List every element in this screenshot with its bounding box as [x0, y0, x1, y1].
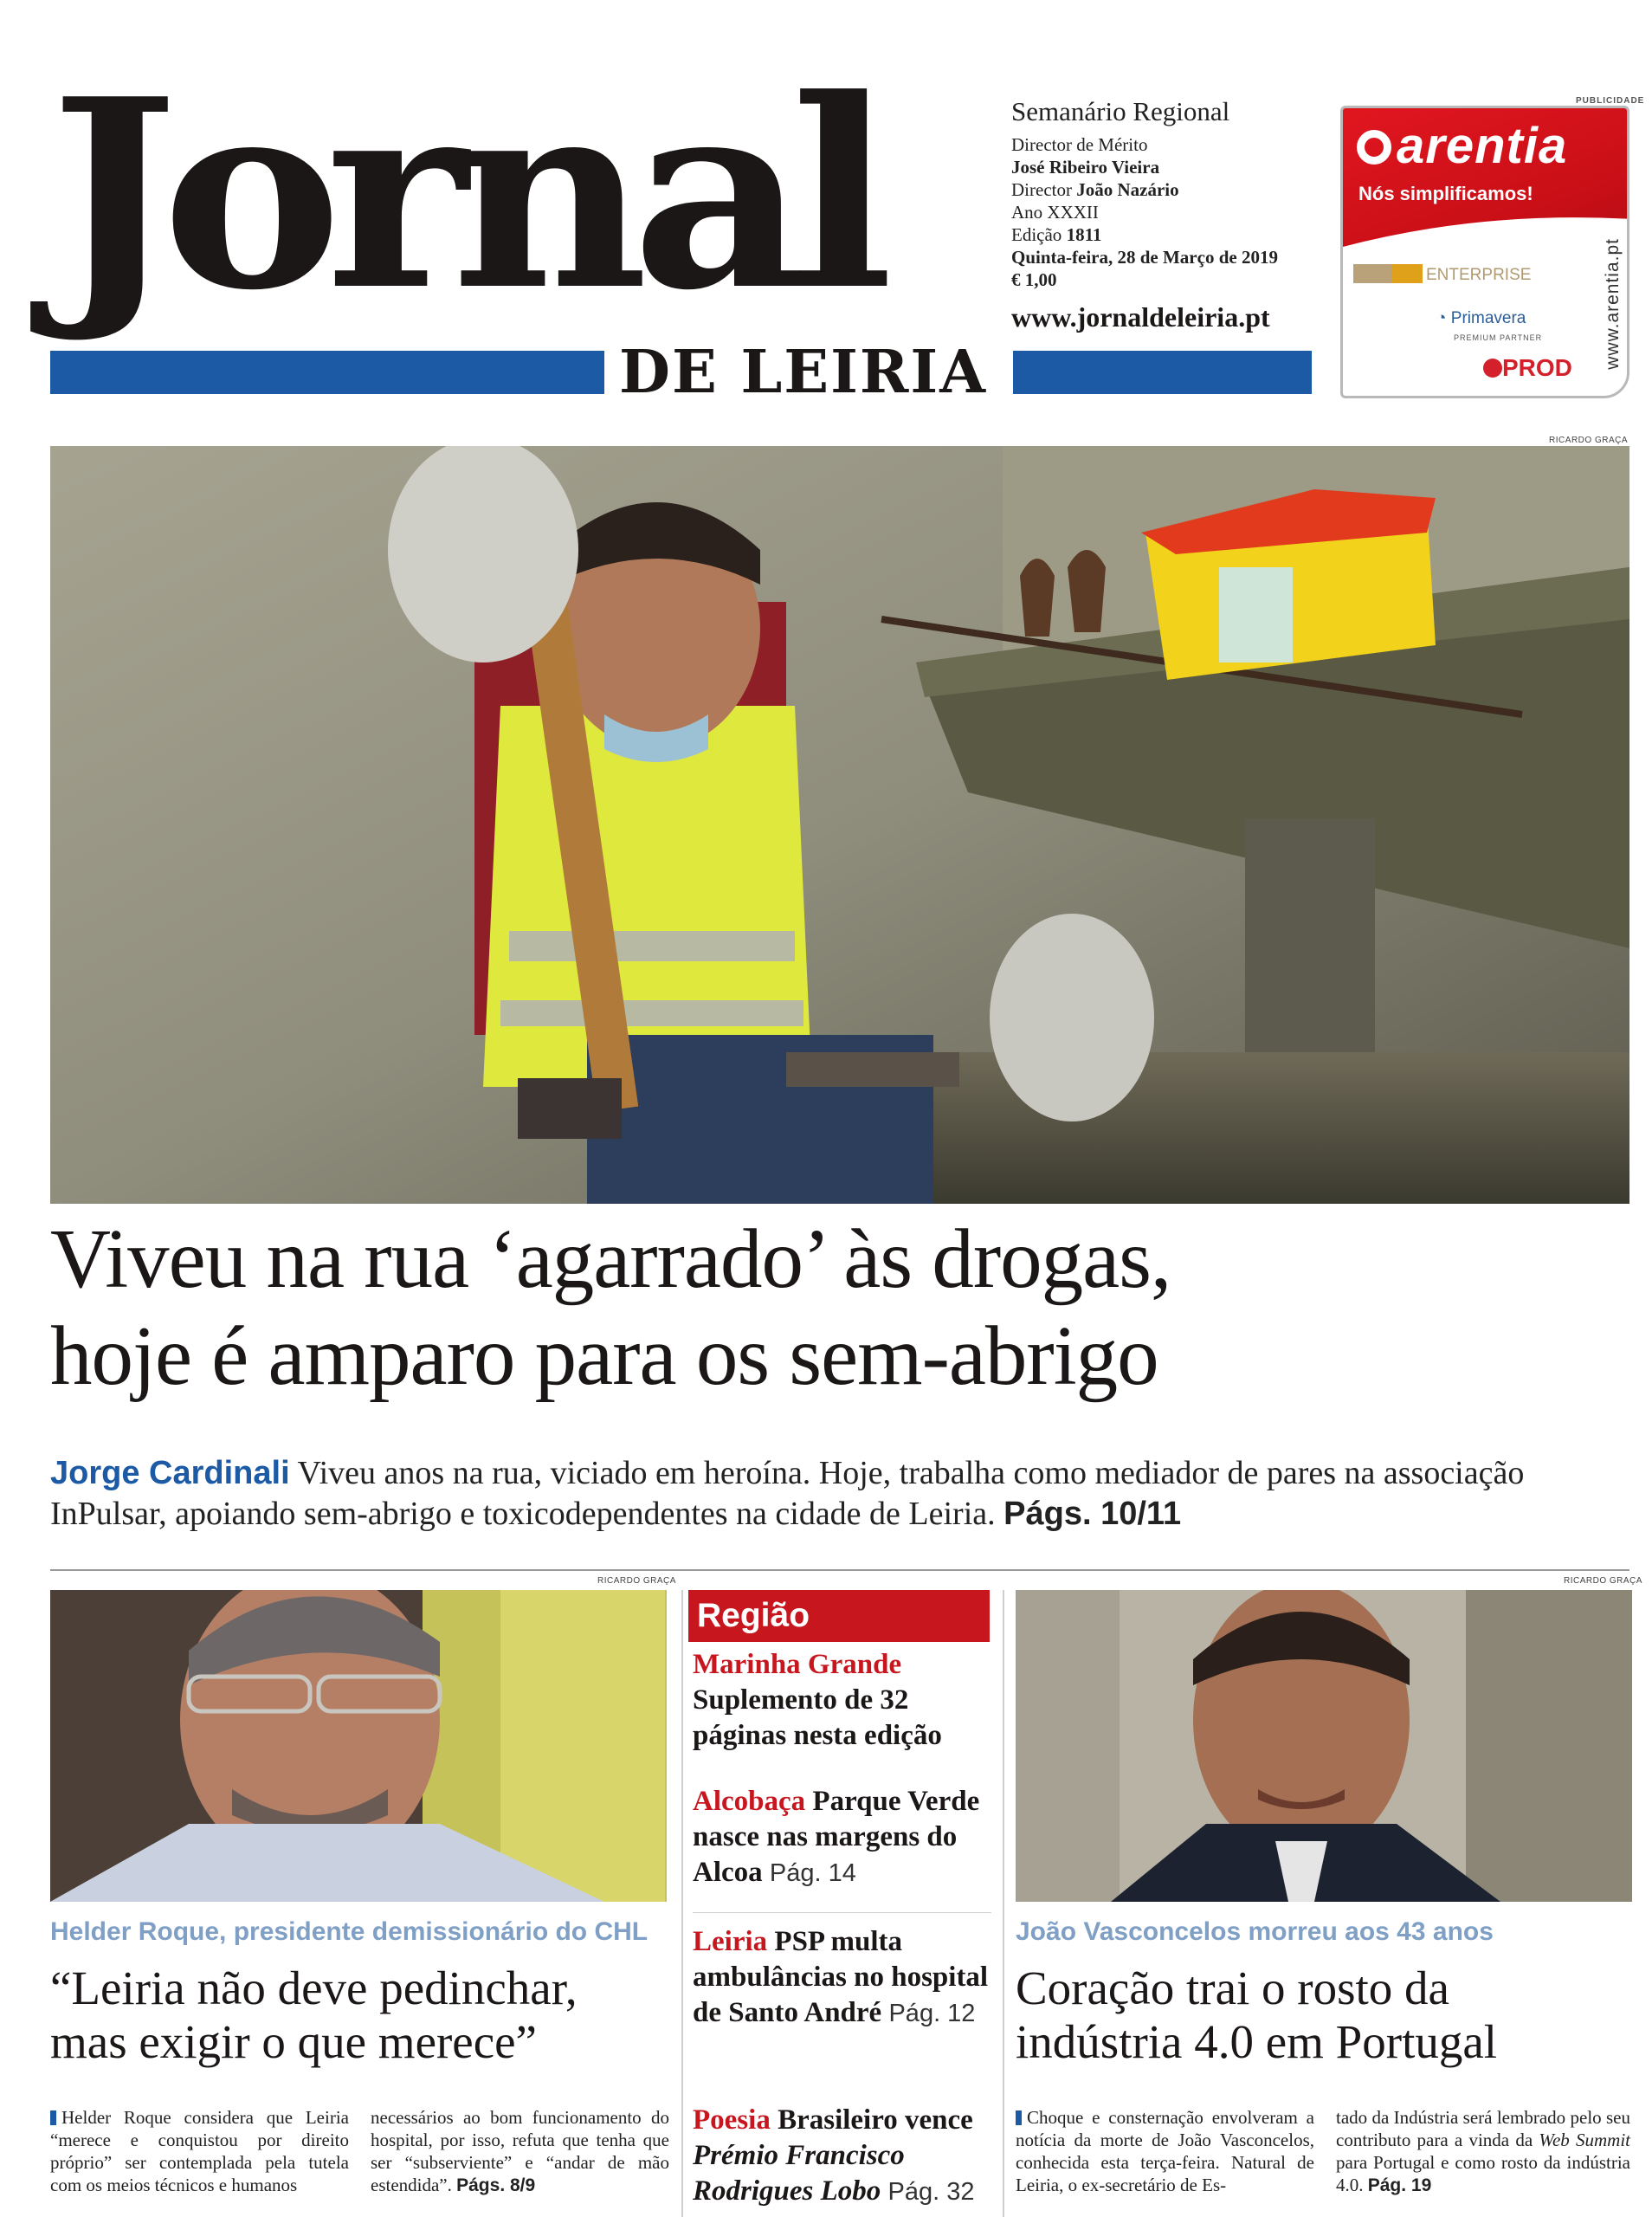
director-name: João Nazário [1076, 179, 1179, 200]
right-story-col2: tado da Indústria será lembrado pelo seu contributo para a vinda da Web Summit para Portugal e como rosto da indústria 4.0. Pág. 19 [1336, 2107, 1631, 2195]
ad-white-swoosh-icon [1343, 210, 1629, 254]
ad-slogan: Nós simplificamos! [1358, 183, 1533, 204]
section-divider [50, 1569, 1629, 1571]
logo-blue-bar-right [1013, 351, 1312, 394]
left-story-headline-line2: mas exigir o que merece” [50, 2015, 537, 2068]
right-story-headline-line2: indústria 4.0 em Portugal [1016, 2015, 1498, 2068]
ad-partner-prod: PROD [1483, 354, 1572, 382]
regiao-section-title: Região [688, 1590, 990, 1642]
ad-url: www.arentia.pt [1603, 238, 1623, 370]
ad-partner-primavera: ◔ Primavera [1436, 309, 1526, 327]
year-number: Ano XXXII [1011, 202, 1099, 223]
director-merito-label: Director de Mérito [1011, 134, 1148, 155]
advertisement[interactable] [1340, 106, 1629, 398]
newspaper-subtitle: DE LEIRIA [619, 338, 988, 407]
left-story-col2: necessários ao bom funcionamento do hospital, por isso, refuta que tenha que ser “subserviente” e “andar de mão estendida”. Págs. 8/9 [371, 2107, 669, 2195]
ad-partner-primavera-sub: PREMIUM PARTNER [1454, 333, 1543, 342]
prod-logo-icon [1483, 359, 1502, 378]
main-headline-line2: hoje é amparo para os sem-abrigo [50, 1309, 1158, 1402]
left-story-kicker: Helder Roque, presidente demissionário do CHL [50, 1917, 649, 1946]
newspaper-logo: Jornal [50, 42, 878, 347]
left-story-photo [50, 1590, 667, 1902]
hero-photo-illustration [50, 446, 1629, 1204]
left-story-headline[interactable] [50, 1962, 667, 2069]
column-divider-right [1003, 1590, 1004, 2217]
right-story-pages[interactable]: Pág. 19 [1367, 2175, 1432, 2195]
left-photo-credit: RICARDO GRAÇA [597, 1576, 676, 1586]
regiao-item-poesia[interactable]: Poesia Brasileiro vence Prémio Francisco Rodrigues Lobo Pág. 32 [693, 2104, 975, 2207]
tagline: Semanário Regional [1011, 96, 1230, 126]
left-story-col1: Helder Roque considera que Leiria “merece e conquistou por direito próprio” ser contemplada pela tutela com os meios técnicos e humanos [50, 2107, 349, 2195]
ad-red-panel [1343, 108, 1627, 247]
right-story-photo [1016, 1590, 1632, 1902]
right-story-col1: Choque e consternação envolveram a notícia da morte de João Vasconcelos, conhecida esta terça-feira. Natural de Leiria, o ex-secretário de Es- [1016, 2107, 1314, 2195]
arentia-logo-icon [1357, 130, 1391, 165]
column-divider-left [681, 1590, 683, 2217]
paragraph-marker-icon [50, 2110, 56, 2125]
masthead-info [1011, 95, 1297, 291]
left-story-pages[interactable]: Págs. 8/9 [456, 2175, 536, 2195]
ad-label: PUBLICIDADE [1576, 96, 1645, 106]
regiao-item-leiria[interactable]: Leiria PSP multa ambulâncias no hospital de Santo André Pág. 12 [693, 1926, 989, 2028]
lead-kicker: Jorge Cardinali [50, 1455, 290, 1491]
left-story-headline-line1: “Leiria não deve pedinchar, [50, 1962, 578, 2014]
regiao-item-alcobaca[interactable]: Alcobaça Parque Verde nasce nas margens do Alcoa Pág. 14 [693, 1786, 980, 1888]
photo-credit: RICARDO GRAÇA [1549, 436, 1628, 445]
main-lead [50, 1453, 1629, 1535]
issue-date: Quinta-feira, 28 de Março de 2019 [1011, 247, 1278, 268]
regiao-divider [693, 1912, 991, 1913]
logo-blue-bar-left [50, 351, 604, 394]
right-story-headline[interactable] [1016, 1962, 1632, 2069]
right-photo-credit: RICARDO GRAÇA [1564, 1576, 1642, 1586]
edition-label: Edição [1011, 224, 1062, 245]
lead-text: Viveu anos na rua, viciado em heroína. Hoje, trabalha como mediador de pares na associação InPulsar, apoiando sem-abrigo e toxicodependentes na cidade de Leiria. [50, 1455, 1525, 1532]
director-merito-name: José Ribeiro Vieira [1011, 157, 1160, 178]
lead-pages[interactable]: Págs. 10/11 [1003, 1496, 1182, 1532]
hero-photo [50, 446, 1629, 1204]
helder-roque-portrait [50, 1590, 667, 1902]
right-story-headline-line1: Coração trai o rosto da [1016, 1962, 1449, 2014]
right-story-kicker: João Vasconcelos morreu aos 43 anos [1016, 1917, 1494, 1946]
paragraph-marker-icon [1016, 2110, 1022, 2125]
ad-brand: arentia [1357, 117, 1567, 175]
website-link[interactable]: www.jornaldeleiria.pt [1011, 301, 1270, 333]
regiao-item-marinha-grande[interactable]: Marinha Grande Suplemento de 32 páginas nesta edição [693, 1649, 942, 1751]
ad-partner-enterprise: ENTERPRISE [1353, 264, 1531, 285]
price: € 1,00 [1011, 269, 1057, 290]
phc-cs-logo-icon [1353, 264, 1423, 283]
joao-vasconcelos-portrait [1016, 1590, 1632, 1902]
director-label: Director [1011, 179, 1072, 200]
primavera-logo-icon: ◔ [1436, 309, 1447, 327]
main-headline[interactable] [50, 1211, 1629, 1405]
main-headline-line1: Viveu na rua ‘agarrado’ às drogas, [50, 1212, 1171, 1305]
edition-number: 1811 [1066, 224, 1102, 245]
